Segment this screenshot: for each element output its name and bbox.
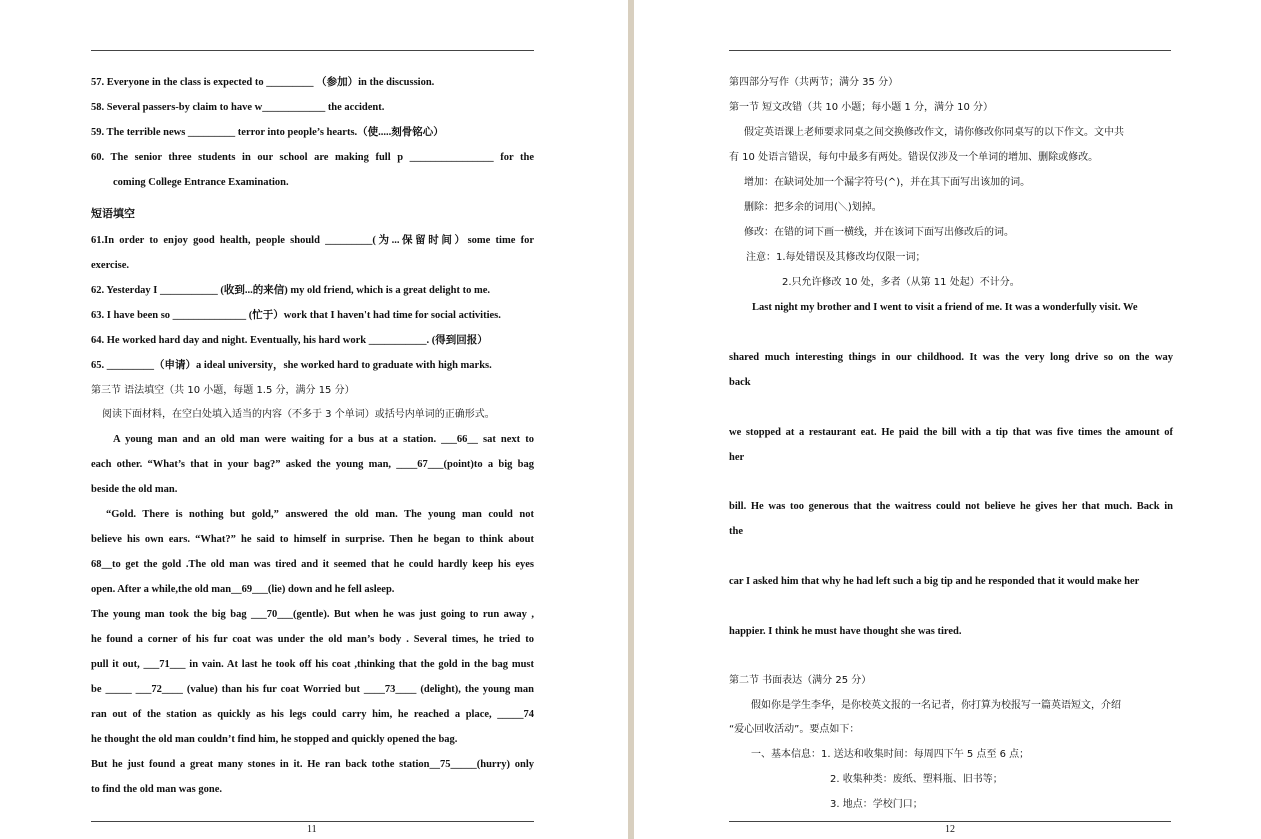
note-1: 注意：1.每处错误及其修改均仅限一词； xyxy=(746,252,926,263)
footer-rule xyxy=(729,821,1171,822)
page-number: 11 xyxy=(307,824,317,835)
passage-line-7: open. After a while,the old man__69___(lie) down and he fell asleep. xyxy=(91,584,395,595)
section-2-title: 第二节 书面表达（满分 25 分） xyxy=(729,675,872,686)
instructions-line-1: 假定英语课上老师要求同桌之间交换修改作文，请你修改你同桌写的以下作文。文中共 xyxy=(744,127,1124,138)
question-61: 61.In order to enjoy good health, people should _________(为...保留时间）some time for xyxy=(91,235,534,246)
passage-line-4: “Gold. There is nothing but gold,” answered the old man. The young man could not xyxy=(106,509,534,520)
passage-line-14: But he just found a great many stones in it. He ran back tothe station__75_____(hurry) only xyxy=(91,759,534,770)
question-65: 65. _________（申请）a ideal university，she worked hard to graduate with high marks. xyxy=(91,360,492,371)
page-number: 12 xyxy=(945,824,955,835)
section-3-title: 第三节 语法填空（共 10 小题，每题 1.5 分，满分 15 分） xyxy=(91,385,355,396)
passage-line-13: he thought the old man couldn’t find him, he stopped and quickly opened the bag. xyxy=(91,734,458,745)
header-rule xyxy=(91,50,534,51)
question-60-cont: coming College Entrance Examination. xyxy=(113,177,289,188)
question-61-cont: exercise. xyxy=(91,260,129,271)
essay-line-6: happier. I think he must have thought she was tired. xyxy=(729,626,962,637)
writing-prompt-2: “爱心回收活动”。要点如下： xyxy=(729,724,860,735)
question-58: 58. Several passers-by claim to have w____________ the accident. xyxy=(91,102,385,113)
question-60: 60. The senior three students in our school are making full p ________________ for the xyxy=(91,152,534,163)
passage-line-11: be _____ ___72____ (value) than his fur coat Worried but ____73____ (delight), the young man xyxy=(91,684,534,695)
essay-line-5: car I asked him that why he had left such a big tip and he responded that it would make her xyxy=(729,576,1140,587)
section-heading-phrases: 短语填空 xyxy=(91,207,135,220)
section-1-title: 第一节 短文改错（共 10 小题；每小题 1 分，满分 10 分） xyxy=(729,102,994,113)
passage-line-9: he found a corner of his fur coat was under the old man’s body . Several times, he tried to xyxy=(91,634,534,645)
part-4-title: 第四部分写作（共两节；满分 35 分） xyxy=(729,77,899,88)
passage-line-6: 68__to get the gold .The old man was tired and it seemed that he could hardly keep his eyes xyxy=(91,559,534,570)
essay-line-4-cont: the xyxy=(729,526,743,537)
question-57: 57. Everyone in the class is expected to _________ （参加）in the discussion. xyxy=(91,77,435,88)
instructions-line-2: 有 10 处语言错误，每句中最多有两处。错误仅涉及一个单词的增加、删除或修改。 xyxy=(729,152,1099,163)
passage-line-2: each other. “What’s that in your bag?” asked the young man, ____67___(point)to a big bag xyxy=(91,459,534,470)
page-12 xyxy=(634,0,1261,839)
passage-line-8: The young man took the big bag ___70___(gentle). But when he was just going to run away , xyxy=(91,609,534,620)
info-line-2: 2. 收集种类：废纸、塑料瓶、旧书等； xyxy=(830,774,1003,785)
passage-line-10: pull it out, ___71___ in vain. At last he took off his coat ,thinking that the gold in the bag must xyxy=(91,659,534,670)
page-11 xyxy=(0,0,628,839)
passage-line-15: to find the old man was gone. xyxy=(91,784,222,795)
essay-line-4: bill. He was too generous that the waitress could not believe he gives her that much. Back in xyxy=(729,501,1173,512)
question-62: 62. Yesterday I ___________ (收到...的来信) my old friend, which is a great delight to me. xyxy=(91,285,490,296)
essay-line-3: we stopped at a restaurant eat. He paid the bill with a tip that was five times the amount of xyxy=(729,427,1173,438)
question-59: 59. The terrible news _________ terror into people’s hearts.（使.....刻骨铭心） xyxy=(91,127,444,138)
instruction-modify: 修改：在错的词下画一横线，并在该词下面写出修改后的词。 xyxy=(744,227,1014,238)
question-63: 63. I have been so ______________ (忙于）work that I haven't had time for social activities. xyxy=(91,310,501,321)
essay-line-2-cont: back xyxy=(729,377,751,388)
info-line-1: 一、基本信息：1. 送达和收集时间：每周四下午 5 点至 6 点； xyxy=(751,749,1030,760)
section-3-instructions: 阅读下面材料，在空白处填入适当的内容（不多于 3 个单词）或括号内单词的正确形式。 xyxy=(102,409,495,420)
passage-line-12: ran out of the station as quickly as his legs could carry him, he reached a place, _____74 xyxy=(91,709,534,720)
question-64: 64. He worked hard day and night. Eventually, his hard work ___________. (得到回报） xyxy=(91,335,488,346)
essay-line-3-cont: her xyxy=(729,452,745,463)
footer-rule xyxy=(91,821,534,822)
header-rule xyxy=(729,50,1171,51)
essay-line-2: shared much interesting things in our childhood. It was the very long drive so on the way xyxy=(729,352,1173,363)
essay-line-1: Last night my brother and I went to visit a friend of me. It was a wonderfully visit. We xyxy=(752,302,1138,313)
note-2: 2.只允许修改 10 处，多者（从第 11 处起）不计分。 xyxy=(782,277,1020,288)
passage-line-5: believe his own ears. “What?” he said to himself in surprise. Then he began to think about xyxy=(91,534,534,545)
passage-line-3: beside the old man. xyxy=(91,484,178,495)
writing-prompt-1: 假如你是学生李华，是你校英文报的一名记者，你打算为校报写一篇英语短文，介绍 xyxy=(751,700,1121,711)
instruction-add: 增加：在缺词处加一个漏字符号(^)，并在其下面写出该加的词。 xyxy=(744,177,1031,188)
info-line-3: 3. 地点：学校门口； xyxy=(830,799,923,810)
passage-line-1: A young man and an old man were waiting for a bus at a station. ___66__ sat next to xyxy=(113,434,534,445)
instruction-delete: 删除：把多余的词用(＼)划掉。 xyxy=(744,202,882,213)
